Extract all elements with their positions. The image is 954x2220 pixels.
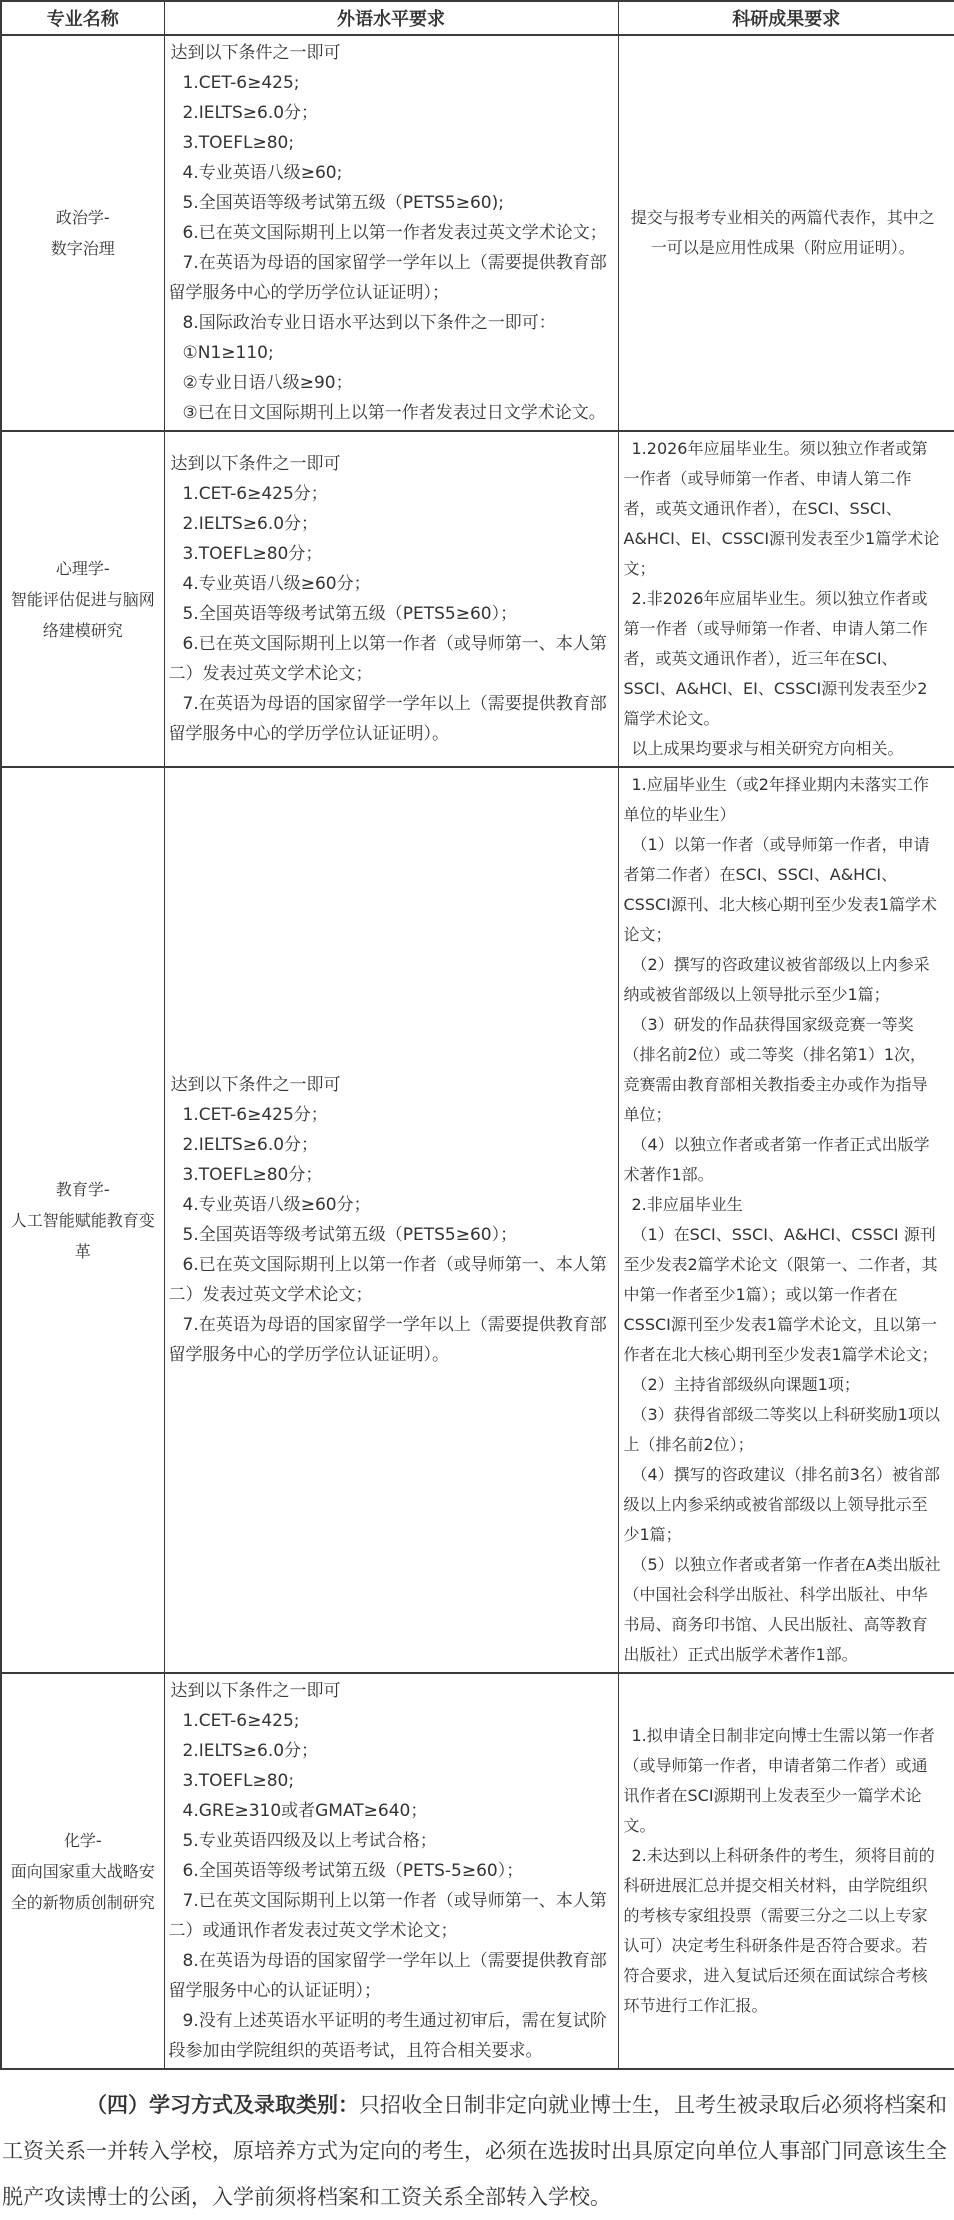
cell-line: 7.已在英文国际期刊上以第一作者（或导师第一、本人第二）或通讯作者发表过英文学术论文； bbox=[168, 1891, 607, 1941]
research-cell-psychology bbox=[618, 431, 954, 767]
cell-line: 6.已在英文国际期刊上以第一作者（或导师第一、本人第二）发表过英文学术论文； bbox=[168, 1255, 607, 1305]
cell-line: 2.IELTS≥6.0分； bbox=[182, 1135, 319, 1155]
cell-line: 全的新物质创制研究 bbox=[10, 1892, 155, 1912]
cell-line: ②专业日语八级≥90； bbox=[182, 373, 353, 393]
table-row-education bbox=[1, 767, 954, 1673]
study-mode-note-lead: （四）学习方式及录取类别： bbox=[86, 2092, 359, 2117]
cell-line: 7.在英语为母语的国家留学一学年以上（需要提供教育部留学服务中心的学历学位认证证明）。 bbox=[168, 694, 607, 744]
cell-line: 1.CET-6≥425; bbox=[182, 73, 300, 93]
table-row-psychology bbox=[1, 431, 954, 767]
research-cell-education bbox=[618, 767, 954, 1673]
cell-line: 2.IELTS≥6.0分； bbox=[182, 1741, 319, 1761]
cell-line: 4.专业英语八级≥60分； bbox=[182, 574, 371, 594]
study-mode-note-body: 只招收全日制非定向就业博士生，且考生被录取后必须将档案和工资关系一并转入学校，原培养方式为定向的考生，必须在选拔时出具原定向单位人事部门同意该生全脱产攻读博士的公函，入学前须将档案和工资关系全部转入学校。 bbox=[2, 2093, 947, 2209]
cell-line: 提交与报考专业相关的两篇代表作，其中之一可以是应用性成果（附应用证明）。 bbox=[630, 208, 935, 257]
cell-line: 达到以下条件之一即可 bbox=[170, 1075, 341, 1095]
cell-line: 4.GRE≥310或者GMAT≥640； bbox=[182, 1801, 428, 1821]
major-cell-psychology bbox=[1, 431, 164, 767]
cell-line: 1.CET-6≥425; bbox=[182, 1711, 300, 1731]
cell-line: 5.全国英语等级考试第五级（PETS5≥60）； bbox=[182, 604, 518, 624]
cell-line: 化学- bbox=[63, 1830, 102, 1850]
cell-line: 以上成果均要求与相关研究方向相关。 bbox=[631, 739, 904, 758]
cell-line: （4）以独立作者或者第一作者正式出版学术著作1部。 bbox=[623, 1135, 930, 1184]
cell-line: 面向国家重大战略安 bbox=[10, 1861, 155, 1881]
cell-line: 6.已在英文国际期刊上以第一作者（或导师第一、本人第二）发表过英文学术论文； bbox=[168, 634, 607, 684]
cell-line: 达到以下条件之一即可 bbox=[170, 1681, 341, 1701]
cell-line: 数字治理 bbox=[50, 239, 115, 258]
major-cell-education bbox=[1, 767, 164, 1673]
language-cell-chemistry bbox=[164, 1673, 618, 2069]
cell-line: （2）撰写的咨政建议被省部级以上内参采纳或被省部级以上领导批示至少1篇； bbox=[623, 955, 930, 1004]
language-cell-psychology bbox=[164, 431, 618, 767]
cell-line: 达到以下条件之一即可 bbox=[170, 454, 341, 474]
cell-line: （5）以独立作者或者第一作者在A类出版社（中国社会科学出版社、科学出版社、中华书局、商务印书馆、人民出版社、高等教育出版社）正式出版学术著作1部。 bbox=[623, 1555, 941, 1664]
cell-line: （3）研发的作品获得国家级竞赛一等奖（排名前2位）或二等奖（排名第1）1次，竞赛需由教育部相关教指委主办或作为指导单位； bbox=[623, 1015, 928, 1124]
major-cell-politics bbox=[1, 35, 164, 431]
language-cell-education bbox=[164, 767, 618, 1673]
language-cell-politics bbox=[164, 35, 618, 431]
cell-line: 3.TOEFL≥80; bbox=[182, 1771, 295, 1791]
cell-line: 6.已在英文国际期刊上以第一作者发表过英文学术论文； bbox=[182, 223, 607, 243]
col-header-major: 专业名称 bbox=[1, 1, 164, 35]
cell-line: （1）在SCI、SSCI、A&HCI、CSSCI 源刊至少发表2篇学术论文（限第一、二作者，其中第一作者至少1篇）；或以第一作者在CSSCI源刊至少发表1篇学术论文，且以第一作者在北大核心期刊至少发表1篇学术论文； bbox=[623, 1225, 938, 1364]
cell-line: 2.非2026年应届毕业生。须以独立作者或第一作者（或导师第一作者、申请人第二作者，或英文通讯作者），近三年在SCI、SSCI、A&HCI、EI、CSSCI源刊发表至少2篇学术论文。 bbox=[623, 589, 928, 728]
table-header-row bbox=[1, 1, 954, 35]
cell-line: （3）获得省部级二等奖以上科研奖励1项以上（排名前2位）； bbox=[623, 1405, 940, 1454]
cell-line: 1.拟申请全日制非定向博士生需以第一作者（或导师第一作者，申请者第二作者）或通讯作者在SCI源期刊上发表至少一篇学术论文。 bbox=[623, 1726, 935, 1835]
table-row-politics bbox=[1, 35, 954, 431]
col-header-language-requirements: 外语水平要求 bbox=[164, 1, 618, 35]
cell-line: 3.TOEFL≥80; bbox=[182, 133, 295, 153]
table-row-chemistry bbox=[1, 1673, 954, 2069]
cell-line: 1.2026年应届毕业生。须以独立作者或第一作者（或导师第一作者、申请人第二作者，或英文通讯作者），在SCI、SSCI、A&HCI、EI、CSSCI源刊发表至少1篇学术论文； bbox=[623, 439, 940, 578]
cell-line: 5.全国英语等级考试第五级（PETS5≥60）； bbox=[182, 1225, 518, 1245]
cell-line: 9.没有上述英语水平证明的考生通过初审后，需在复试阶段参加由学院组织的英语考试，且符合相关要求。 bbox=[168, 2011, 607, 2061]
cell-line: 1.CET-6≥425分； bbox=[182, 484, 328, 504]
cell-line: 1.CET-6≥425分； bbox=[182, 1105, 328, 1125]
cell-line: 4.专业英语八级≥60; bbox=[182, 163, 343, 183]
cell-line: 教育学- bbox=[55, 1179, 110, 1199]
cell-line: 络建模研究 bbox=[42, 620, 123, 640]
cell-line: 2.未达到以上科研条件的考生，须将目前的科研进展汇总并提交相关材料，由学院组织的考核专家组投票（需要三分之二以上专家认可）决定考生科研条件是否符合要求。若符合要求，进入复试后还须在面试综合考核环节进行工作汇报。 bbox=[623, 1846, 935, 2015]
cell-line: 8.国际政治专业日语水平达到以下条件之一即可： bbox=[182, 313, 556, 333]
cell-line: 2.IELTS≥6.0分； bbox=[182, 103, 319, 123]
study-mode-note bbox=[0, 2070, 954, 2220]
cell-line: ①N1≥110; bbox=[182, 343, 274, 363]
cell-line: 7.在英语为母语的国家留学一学年以上（需要提供教育部留学服务中心的学历学位认证证明）。 bbox=[168, 1315, 607, 1365]
cell-line: 政治学- bbox=[55, 208, 110, 227]
cell-line: 8.在英语为母语的国家留学一学年以上（需要提供教育部留学服务中心的认证证明）； bbox=[168, 1951, 607, 2001]
cell-line: 3.TOEFL≥80分； bbox=[182, 1165, 323, 1185]
col-header-research-requirements: 科研成果要求 bbox=[618, 1, 954, 35]
research-cell-chemistry bbox=[618, 1673, 954, 2069]
cell-line: 5.专业英语四级及以上考试合格； bbox=[182, 1831, 437, 1851]
cell-line: 5.全国英语等级考试第五级（PETS5≥60); bbox=[182, 193, 504, 213]
cell-line: 人工智能赋能教育变 bbox=[10, 1210, 155, 1230]
cell-line: （2）主持省部级纵向课题1项； bbox=[631, 1375, 860, 1394]
research-cell-politics bbox=[618, 35, 954, 431]
major-cell-chemistry bbox=[1, 1673, 164, 2069]
cell-line: 心理学- bbox=[55, 558, 110, 578]
cell-line: 智能评估促进与脑网 bbox=[10, 589, 155, 609]
cell-line: 7.在英语为母语的国家留学一学年以上（需要提供教育部留学服务中心的学历学位认证证明）； bbox=[168, 253, 607, 303]
cell-line: 3.TOEFL≥80分； bbox=[182, 544, 323, 564]
cell-line: （1）以第一作者（或导师第一作者，申请者第二作者）在SCI、SSCI、A&HCI、CSSCI源刊、北大核心期刊至少发表1篇学术论文； bbox=[623, 835, 938, 944]
cell-line: 2.非应届毕业生 bbox=[631, 1195, 743, 1214]
cell-line: ③已在日文国际期刊上以第一作者发表过日文学术论文。 bbox=[182, 403, 606, 423]
cell-line: 2.IELTS≥6.0分； bbox=[182, 514, 319, 534]
cell-line: 1.应届毕业生（或2年择业期内未落实工作单位的毕业生） bbox=[623, 775, 929, 824]
cell-line: 4.专业英语八级≥60分； bbox=[182, 1195, 371, 1215]
cell-line: 6.全国英语等级考试第五级（PETS-5≥60）； bbox=[182, 1861, 524, 1881]
cell-line: 达到以下条件之一即可 bbox=[170, 43, 341, 63]
cell-line: 革 bbox=[74, 1241, 91, 1261]
cell-line: （4）撰写的咨政建议（排名前3名）被省部级以上内参采纳或被省部级以上领导批示至少1篇； bbox=[623, 1465, 940, 1544]
